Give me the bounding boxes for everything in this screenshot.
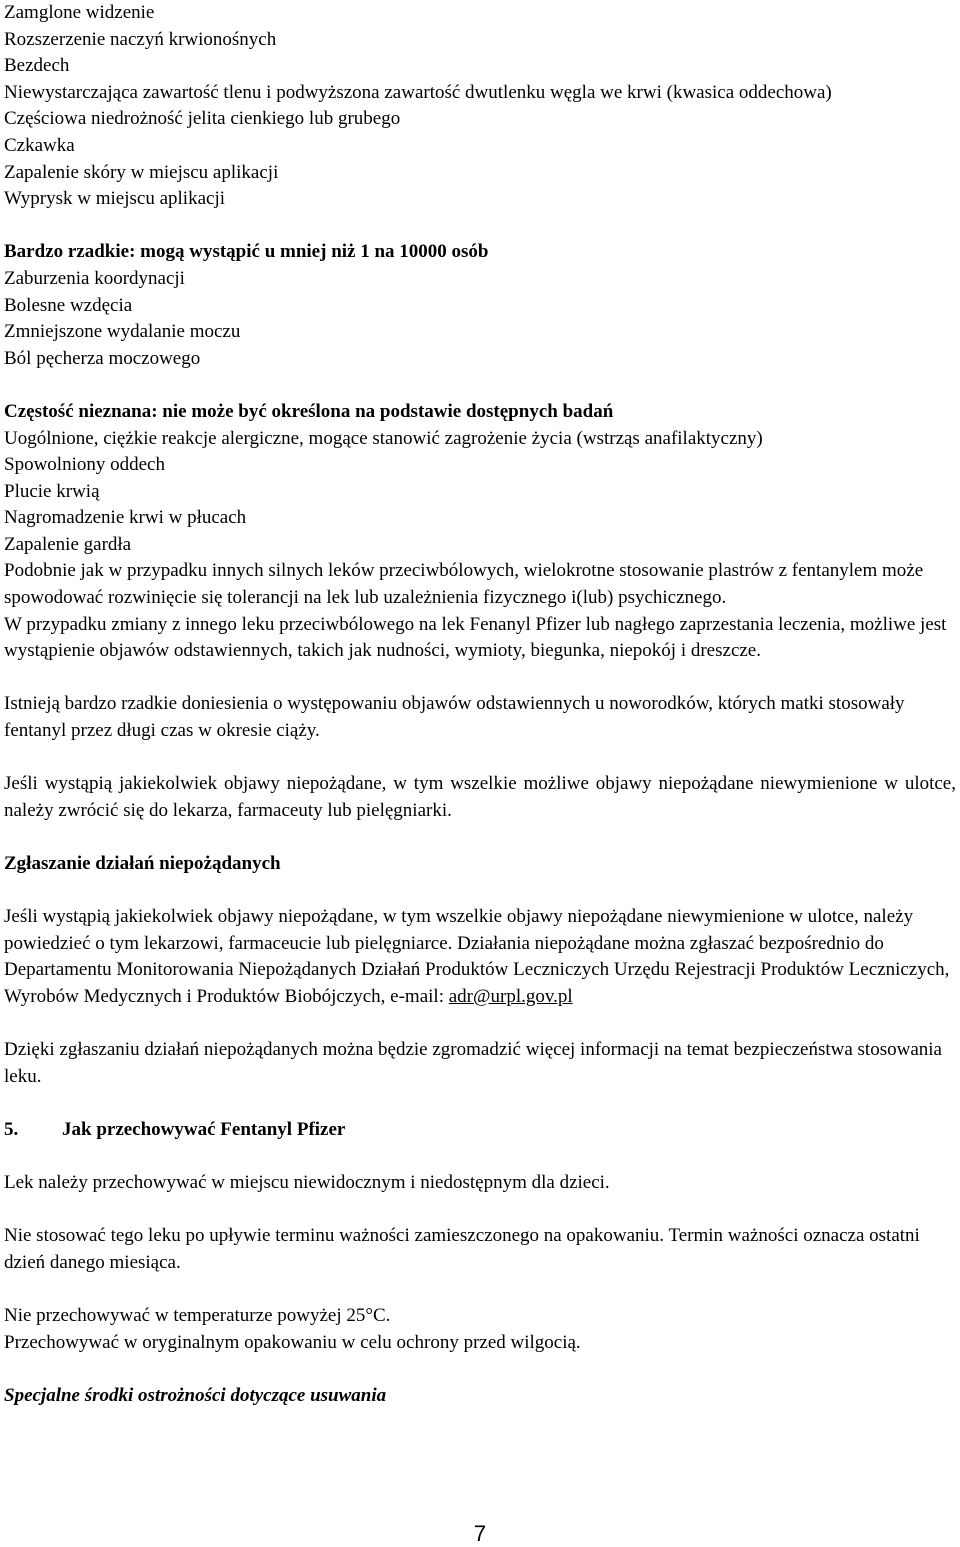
temperature-line: Nie przechowywać w temperaturze powyżej 25°C. xyxy=(4,1305,391,1327)
withdrawal-paragraph: W przypadku zmiany z innego leku przeciwbólowego na lek Fenanyl Pfizer lub nagłego zaprzestania leczenia, możliwe jest wystąpienie objawów odstawiennych, takich jak nudności, wymioty, biegunka, niepokój i dreszcze. xyxy=(4,613,947,662)
disposal-heading: Specjalne środki ostrożności dotyczące usuwania xyxy=(4,1384,387,1406)
newborn-withdrawal-paragraph: Istnieją bardzo rzadkie doniesienia o występowaniu objawów odstawiennych u noworodków, których matki stosowały fentanyl przez długi czas w okresie ciąży. xyxy=(4,693,905,742)
section-5-heading xyxy=(4,1117,956,1144)
document-page xyxy=(4,0,956,1409)
very-rare-item: Ból pęcherza moczowego xyxy=(4,347,201,369)
reporting-heading: Zgłaszanie działań niepożądanych xyxy=(4,853,281,874)
section-number: 5. xyxy=(4,1118,19,1140)
side-effect-application-eczema: Wyprysk w miejscu aplikacji xyxy=(4,188,225,210)
side-effect-application-dermatitis: Zapalenie skóry w miejscu aplikacji xyxy=(4,161,279,183)
unknown-item: Nagromadzenie krwi w płucach xyxy=(4,507,247,529)
side-effect-vasodilation: Rozszerzenie naczyń krwionośnych xyxy=(4,28,277,50)
reporting-text: Jeśli wystąpią jakiekolwiek objawy niepożądane, w tym wszelkie objawy niepożądane niewymienione w ulotce, należy powiedzieć o tym lekarzowi, farmaceucie lub pielęgniarce. Działania niepożądane można zgłaszać bezpośrednio do Departamentu Monitorowania Niepożądanych Działań Produktów Leczniczych Urzędu Rejestracji Produktów Leczniczych, Wyrobów Medycznych i Produktów Biobójczych, e-mail: xyxy=(4,906,950,1007)
side-effect-hiccups: Czkawka xyxy=(4,134,75,156)
side-effect-bowel-obstruction: Częściowa niedrożność jelita cienkiego lub grubego xyxy=(4,108,401,130)
reporting-paragraph xyxy=(4,904,956,1010)
unknown-item: Spowolniony oddech xyxy=(4,454,165,476)
unknown-item: Zapalenie gardła xyxy=(4,533,132,555)
unknown-item: Plucie krwią xyxy=(4,480,100,502)
storage-children-paragraph: Lek należy przechowywać w miejscu niewidocznym i niedostępnym dla dzieci. xyxy=(4,1172,610,1194)
tolerance-paragraph: Podobnie jak w przypadku innych silnych leków przeciwbólowych, wielokrotne stosowanie plastrów z fentanylem może spowodować rozwinięcie się tolerancji na lek lub uzależnienia fizycznego i(lub) psychicznego. xyxy=(4,560,924,609)
page-number: 7 xyxy=(473,1521,487,1546)
packaging-line: Przechowywać w oryginalnym opakowaniu w celu ochrony przed wilgocią. xyxy=(4,1331,581,1353)
email-link[interactable]: adr@urpl.gov.pl xyxy=(448,985,573,1007)
side-effect-apnea: Bezdech xyxy=(4,55,70,77)
expiry-paragraph: Nie stosować tego leku po upływie terminu ważności zamieszczonego na opakowaniu. Termin ważności oznacza ostatni dzień danego miesiąca. xyxy=(4,1225,920,1273)
side-effect-blurred-vision: Zamglone widzenie xyxy=(4,2,155,23)
very-rare-item: Zmniejszone wydalanie moczu xyxy=(4,321,241,343)
any-side-effects-paragraph: Jeśli wystąpią jakiekolwiek objawy niepożądane, w tym wszelkie możliwe objawy niepożądane niewymienione w ulotce, należy zwrócić się do lekarza, farmaceuty lub pielęgniarki. xyxy=(4,773,956,821)
very-rare-item: Bolesne wzdęcia xyxy=(4,294,133,316)
unknown-item: Uogólnione, ciężkie reakcje alergiczne, mogące stanowić zagrożenie życia (wstrząs anafilaktyczny) xyxy=(4,427,763,449)
reporting-benefit-paragraph: Dzięki zgłaszaniu działań niepożądanych można będzie zgromadzić więcej informacji na temat bezpieczeństwa stosowania leku. xyxy=(4,1039,942,1087)
side-effect-respiratory-acidosis: Niewystarczająca zawartość tlenu i podwyższona zawartość dwutlenku węgla we krwi (kwasica oddechowa) xyxy=(4,81,832,103)
unknown-frequency-heading: Częstość nieznana: nie może być określona na podstawie dostępnych badań xyxy=(4,400,614,422)
section-title: Jak przechowywać Fentanyl Pfizer xyxy=(62,1118,346,1140)
very-rare-item: Zaburzenia koordynacji xyxy=(4,267,185,289)
very-rare-heading: Bardzo rzadkie: mogą wystąpić u mniej niż 1 na 10000 osób xyxy=(4,241,489,263)
